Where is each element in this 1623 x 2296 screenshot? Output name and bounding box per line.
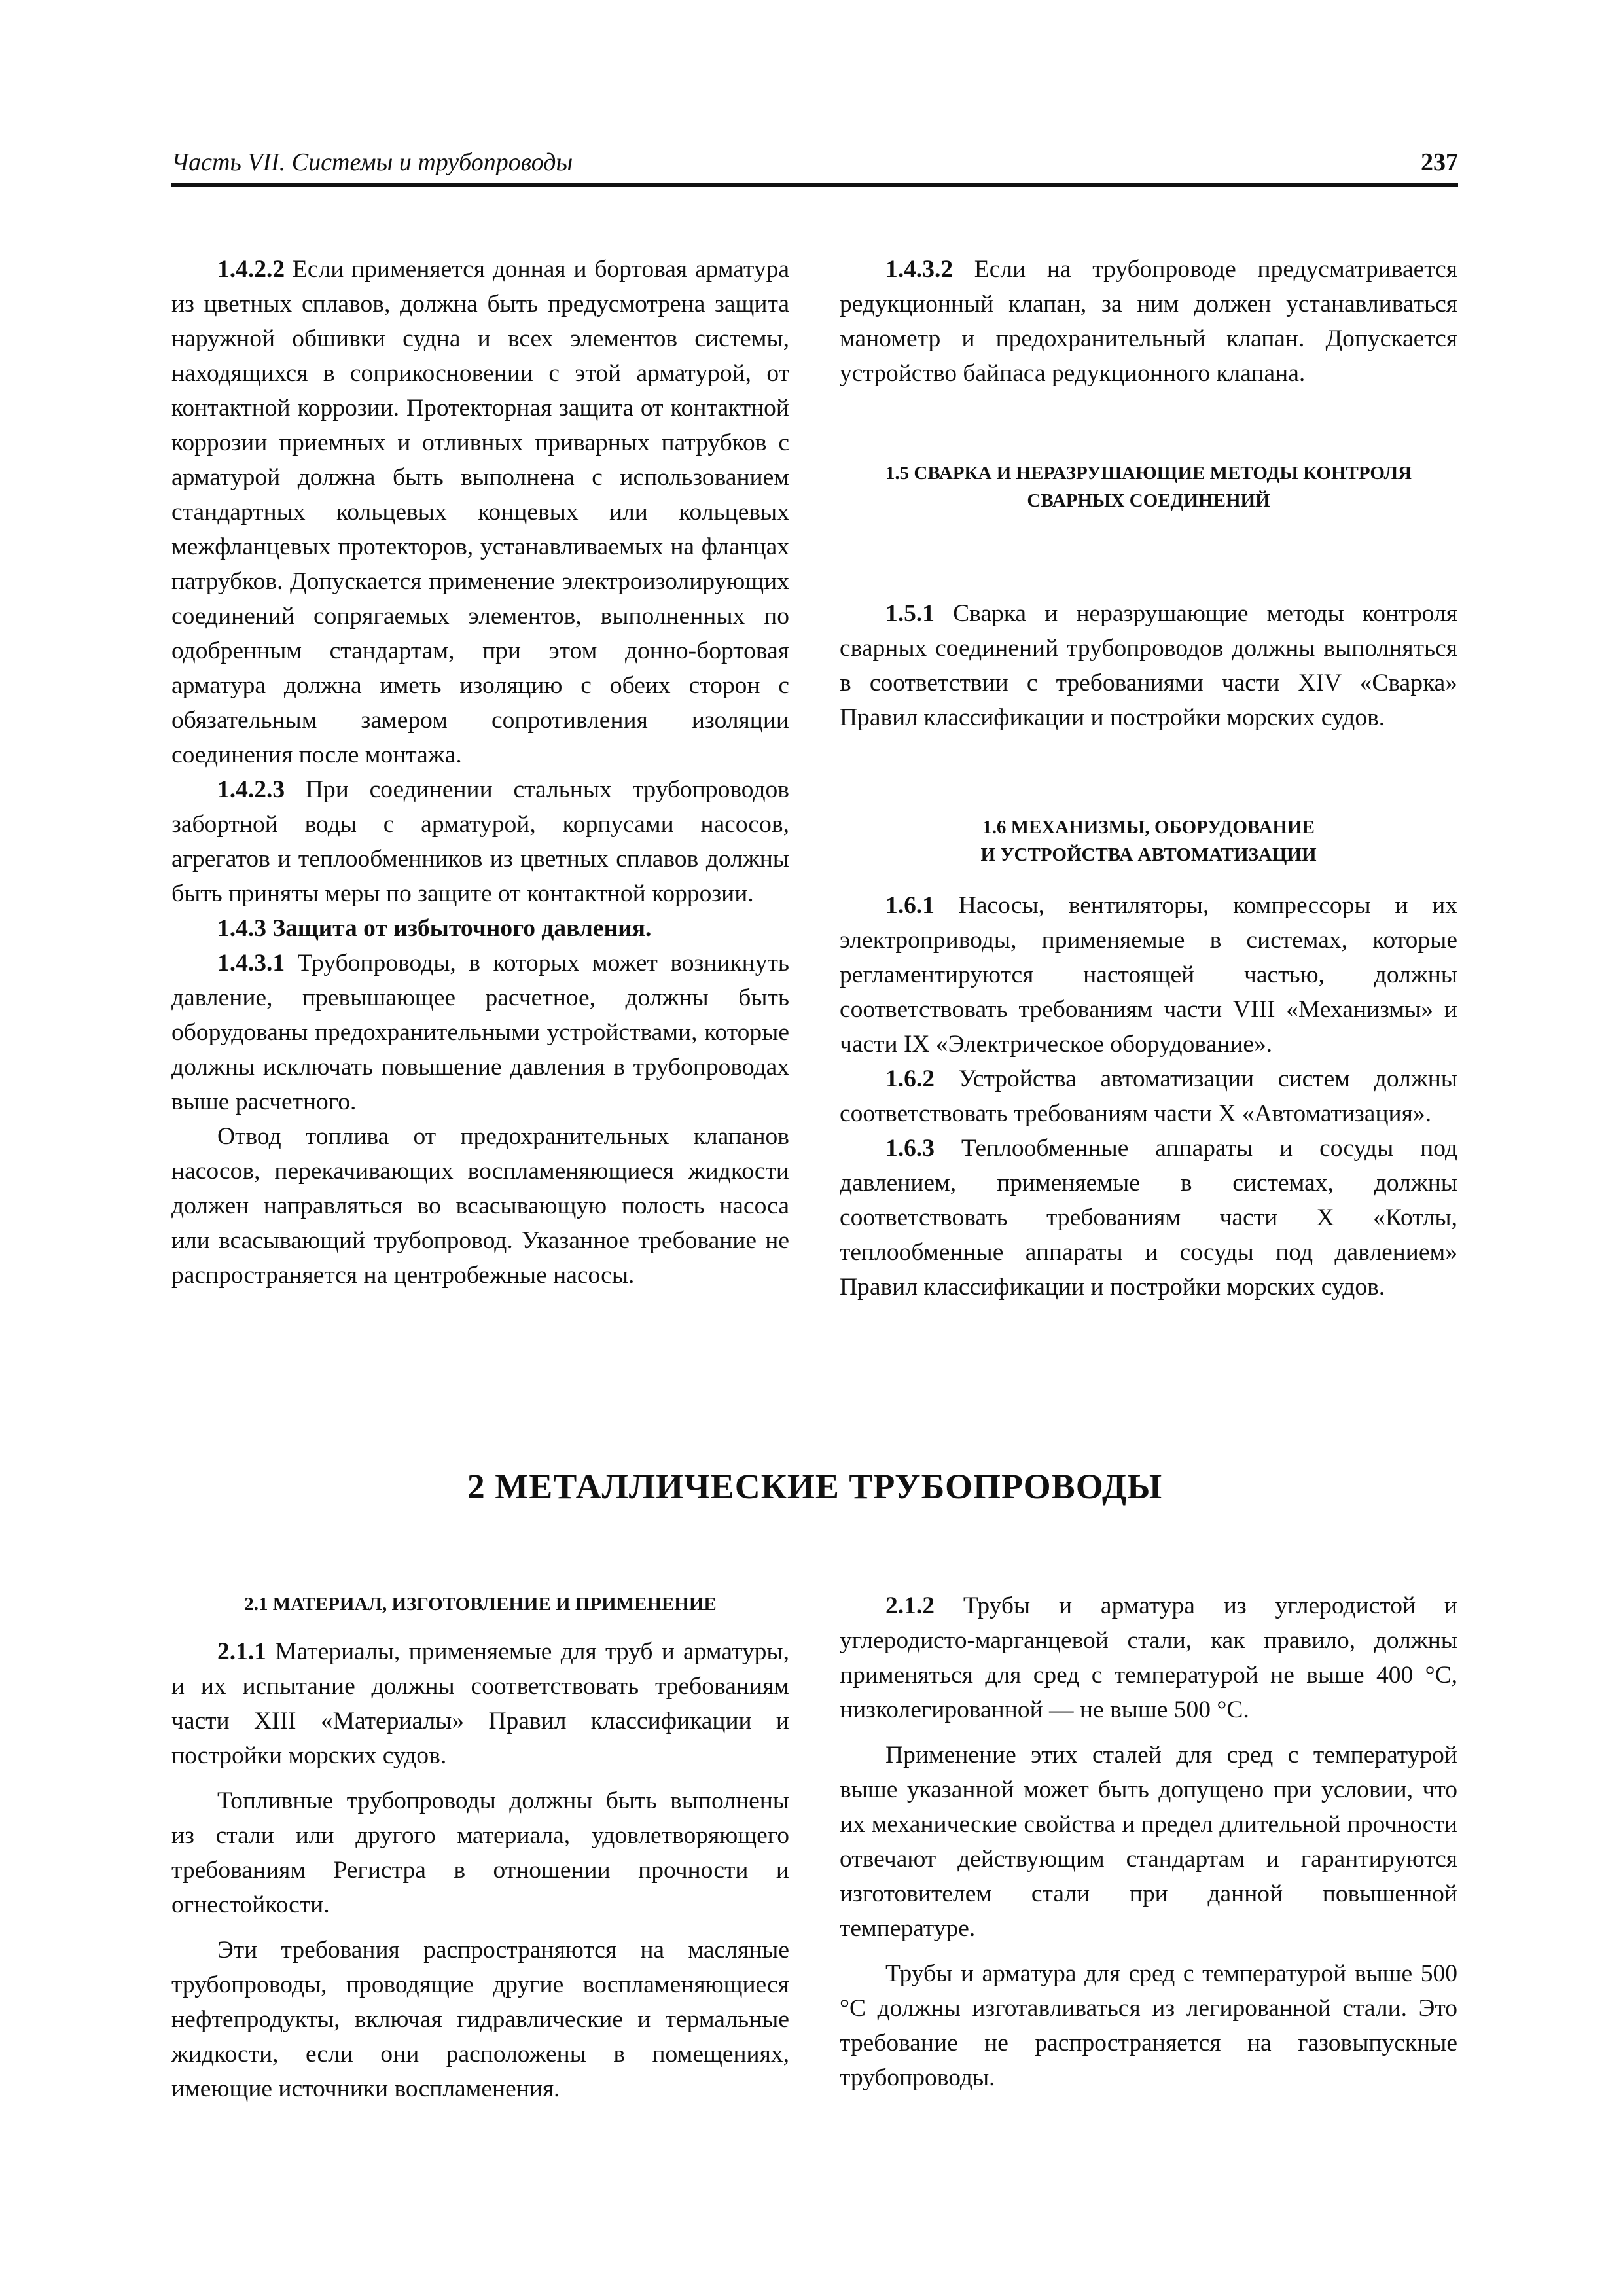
paragraph-1-4-3-1 (171, 946, 789, 1119)
clause-number: 1.6.3 (885, 1135, 935, 1162)
paragraph-1-5-1 (840, 596, 1457, 735)
clause-number: 1.4.2.2 (217, 256, 285, 283)
section-heading-line: 1.6 МЕХАНИЗМЫ, ОБОРУДОВАНИЕ (982, 817, 1315, 838)
section-heading-2-1: 2.1 МАТЕРИАЛ, ИЗГОТОВЛЕНИЕ И ПРИМЕНЕНИЕ (244, 1594, 717, 1615)
paragraph-steel-application: Применение этих сталей для сред с температурой выше указанной может быть допущено при условии, что их механические свойства и предел длительной прочности отвечают действующим стандартам и гарантируются изготовителем стали при данной повышенной температуре. (840, 1742, 1457, 1942)
paragraph-text: Теплообменные аппараты и сосуды под давлением, применяемые в системах, должны соответствовать требованиям части X «Котлы, теплообменные аппараты и сосуды под давлением» Правил классификации и постройки морских судов. (840, 1135, 1457, 1300)
clause-number: 1.4.3.2 (885, 256, 954, 283)
paragraph-text: Если применяется донная и бортовая арматура из цветных сплавов, должна быть предусмотрена защита наружной обшивки судна и всех элементов системы, находящихся в соприкосновении с этой арматурой, от контактной коррозии. Протекторная защита от контактной коррозии приемных и отливных приварных патрубков с арматурой должна быть выполнена с использованием стандартных кольцевых концевых или кольцевых межфланцевых протекторов, устанавливаемых на фланцах патрубков. Допускается применение электроизолирующих соединений сопрягаемых элементов, выполненных по одобренным стандартам, при этом донно-бортовая арматура должна иметь изоляцию с обеих сторон с обязательным замером сопротивления изоляции соединения после монтажа. (171, 256, 789, 768)
paragraph-1-6-2 (840, 1062, 1457, 1131)
paragraph-2-1-2 (840, 1588, 1457, 1727)
right-column-bottom (840, 1588, 1457, 2095)
paragraph-1-4-3 (171, 911, 789, 946)
left-column-top (171, 252, 789, 1293)
clause-number: 1.5.1 (885, 600, 935, 627)
paragraph-1-4-3-2 (840, 252, 1457, 391)
clause-number: 1.6.2 (885, 1066, 935, 1092)
page-number: 237 (1421, 149, 1458, 176)
clause-number: 1.4.2.3 (217, 776, 285, 803)
paragraph-text: Материалы, применяемые для труб и арматуры, и их испытание должны соответствовать требованиям части XIII «Материалы» Правил классификации и постройки морских судов. (171, 1638, 789, 1769)
paragraph-text: Трубопроводы, в которых может возникнуть давление, превышающее расчетное, должны быть оборудованы предохранительными устройствами, которые должны исключать повышение давления в трубопроводах выше расчетного. (171, 950, 789, 1115)
paragraph-text: Если на трубопроводе предусматривается редукционный клапан, за ним должен устанавливаться манометр и предохранительный клапан. Допускается устройство байпаса редукционного клапана. (840, 256, 1457, 387)
clause-number: 2.1.1 (217, 1638, 266, 1665)
paragraph-text: Трубы и арматура из углеродистой и углеродисто-марганцевой стали, как правило, должны применяться для сред с температурой не выше 400 °С, низколегированной — не выше 500 °С. (840, 1592, 1457, 1723)
paragraph-text: Сварка и неразрушающие методы контроля сварных соединений трубопроводов должны выполняться в соответствии с требованиями части XIV «Сварка» Правил классификации и постройки морских судов. (840, 600, 1457, 731)
chapter-title: 2 МЕТАЛЛИЧЕСКИЕ ТРУБОПРОВОДЫ (467, 1467, 1163, 1506)
running-header-title: Часть VII. Системы и трубопроводы (171, 149, 573, 176)
paragraph-2-1-1 (171, 1634, 789, 1773)
clause-number: 2.1.2 (885, 1592, 935, 1619)
paragraph-alloy-steel: Трубы и арматура для сред с температурой выше 500 °С должны изготавливаться из легированной стали. Это требование не распространяется на газовыпускные трубопроводы. (840, 1960, 1457, 2091)
left-column-bottom (171, 1590, 789, 2106)
paragraph-1-6-3 (840, 1131, 1457, 1304)
paragraph-fuel-relief: Отвод топлива от предохранительных клапанов насосов, перекачивающих воспламеняющиеся жидкости должен направляться во всасывающую полость насоса или всасывающий трубопровод. Указанное требование не распространяется на центробежные насосы. (171, 1123, 789, 1289)
paragraph-text: Устройства автоматизации систем должны соответствовать требованиям части X «Автоматизация». (840, 1066, 1457, 1127)
section-heading-line: И УСТРОЙСТВА АВТОМАТИЗАЦИИ (980, 844, 1317, 865)
clause-title: Защита от избыточного давления. (266, 915, 652, 942)
paragraph-fuel-pipes: Топливные трубопроводы должны быть выполнены из стали или другого материала, удовлетворяющего требованиям Регистра в отношении прочности и огнестойкости. (171, 1787, 789, 1918)
paragraph-text: При соединении стальных трубопроводов забортной воды с арматурой, корпусами насосов, агрегатов и теплообменников из цветных сплавов должны быть приняты меры по защите от контактной коррозии. (171, 776, 789, 907)
paragraph-1-4-2-2 (171, 252, 789, 772)
clause-number: 1.4.3 (217, 915, 266, 942)
right-column-top (840, 252, 1457, 1304)
paragraph-oil-pipes: Эти требования распространяются на масляные трубопроводы, проводящие другие воспламеняющиеся нефтепродукты, включая гидравлические и термальные жидкости, если они расположены в помещениях, имеющие источники воспламенения. (171, 1937, 789, 2102)
section-heading-1-5 (840, 459, 1457, 514)
section-heading-line: 1.5 СВАРКА И НЕРАЗРУШАЮЩИЕ МЕТОДЫ КОНТРОЛЯ (885, 463, 1412, 484)
clause-number: 1.6.1 (885, 892, 935, 919)
clause-number: 1.4.3.1 (217, 950, 285, 977)
paragraph-1-6-1 (840, 888, 1457, 1062)
paragraph-text: Насосы, вентиляторы, компрессоры и их электроприводы, применяемые в системах, которые регламентируются настоящей частью, должны соответствовать требованиям части VIII «Механизмы» и части IX «Электрическое оборудование». (840, 892, 1457, 1058)
section-heading-1-6 (840, 814, 1457, 869)
running-header (171, 144, 1458, 187)
paragraph-1-4-2-3 (171, 772, 789, 911)
section-heading-line: СВАРНЫХ СОЕДИНЕНИЙ (1027, 490, 1270, 511)
